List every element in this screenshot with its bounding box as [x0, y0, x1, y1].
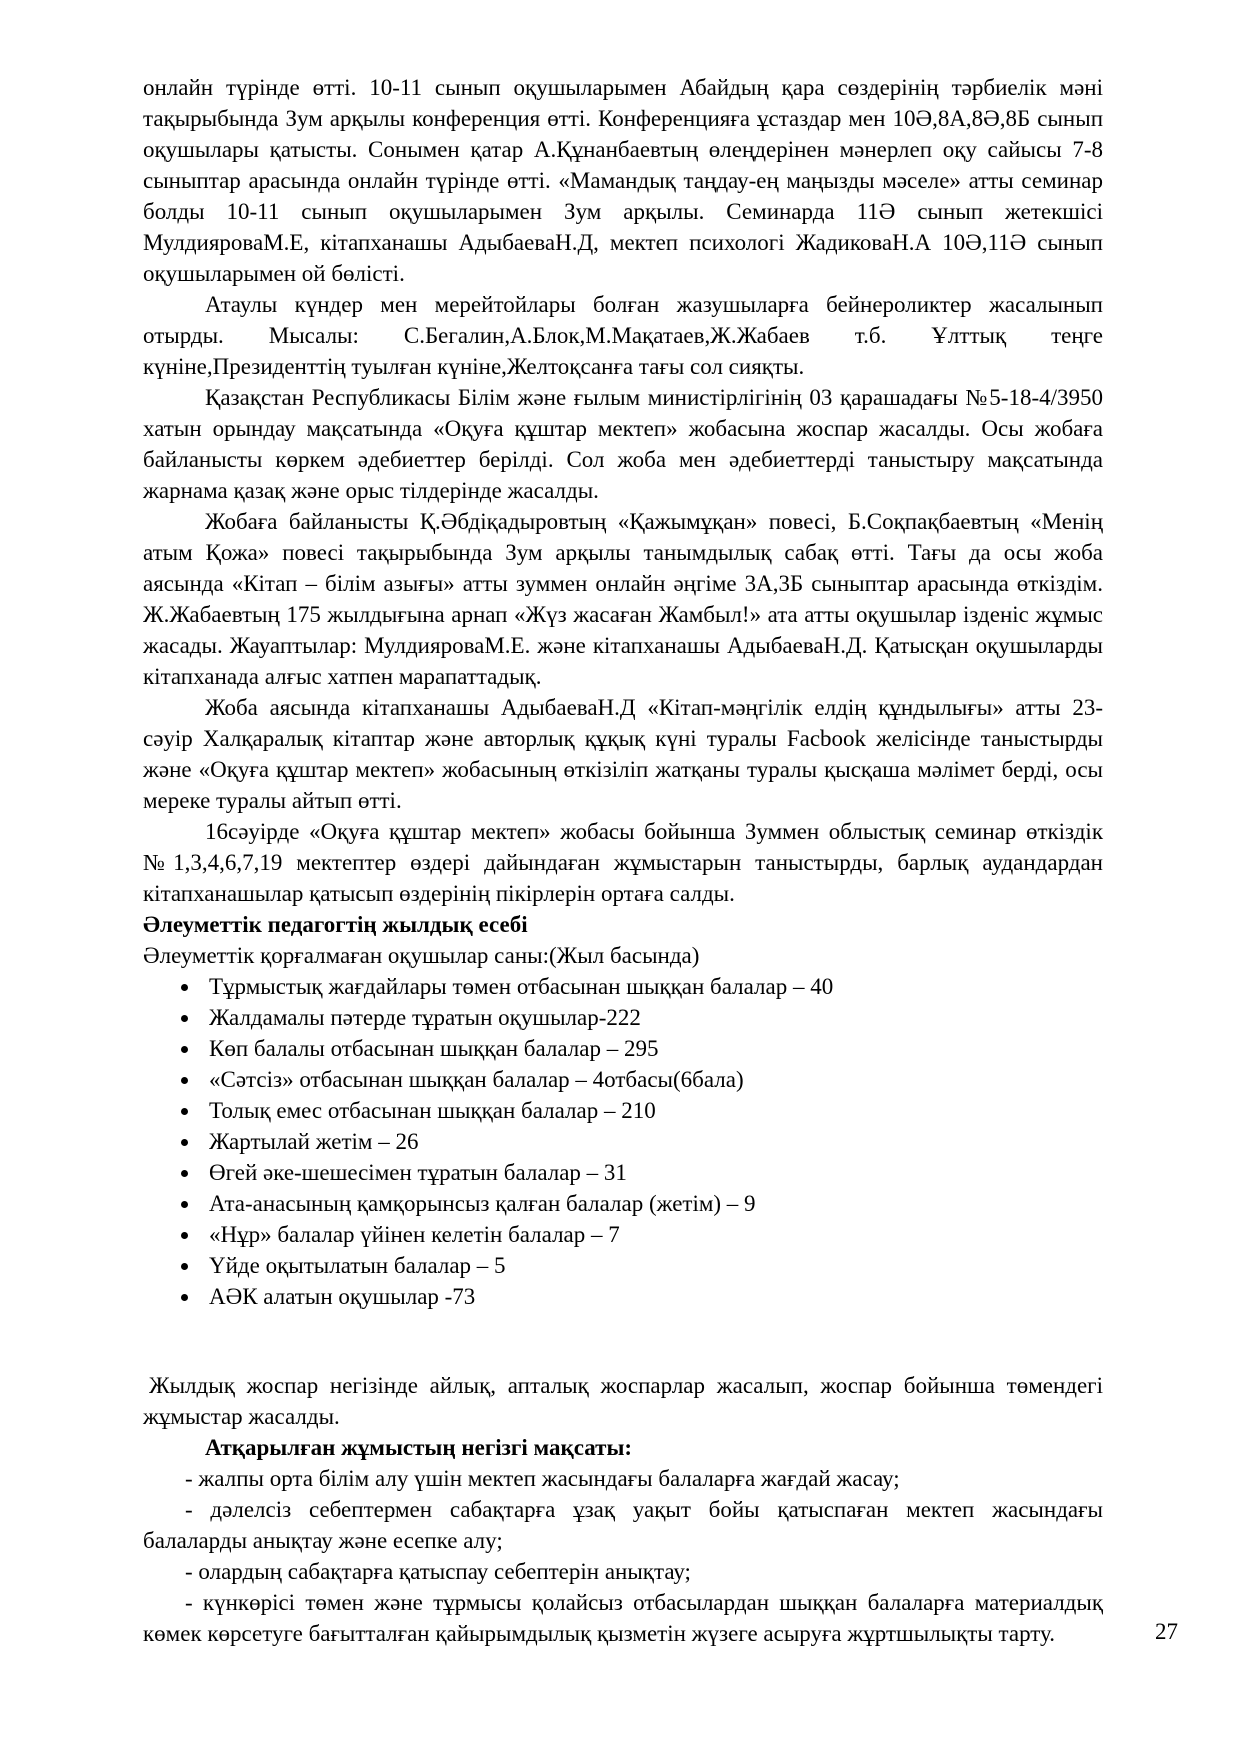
paragraph: Жобаға байланысты Қ.Әбдіқадыровтың «Қажымұқан» повесі, Б.Соқпақбаевтың «Менің атым Қожа» повесі тақырыбында Зум арқылы танымдылық сабақ өтті. Тағы да осы жоба аясында «Кітап – білім азығы» атты зуммен онлайн әңгіме 3А,3Б сыныптар арасында өткіздім. Ж.Жабаевтың 175 жылдығына арнап «Жүз жасаған Жамбыл!» ата атты оқушылар ізденіс жұмыс жасады. Жауаптылар: МулдияроваМ.Е. және кітапханашы АдыбаеваН.Д. Қатысқан оқушыларды кітапханада алғыс хатпен марапаттадық. — [143, 509, 1103, 689]
goal-item: - күнкөрісі төмен және тұрмысы қолайсыз отбасылардан шыққан балаларға материалдық көмек көрсетуге бағытталған қайырымдылық қызметін жүзеге асыруға жұртшылықты тарту. — [143, 1590, 1103, 1646]
page-content — [143, 72, 1103, 1649]
plan-intro: Жылдық жоспар негізінде айлық, апталық жоспарлар жасалып, жоспар бойынша төмендегі жұмыстар жасалды. — [143, 1373, 1103, 1429]
paragraph: онлайн түрінде өтті. 10-11 сынып оқушыларымен Абайдың қара сөздерінің тәрбиелік мәні тақырыбында Зум арқылы конференция өтті. Конференцияға ұстаздар мен 10Ә,8А,8Ә,8Б сынып оқушылары қатысты. Сонымен қатар А.Құнанбаевтың өлеңдерінен мәнерлеп оқу сайысы 7-8 сыныптар арасында онлайн түрінде өтті. «Мамандық таңдау-ең маңызды мәселе» атты семинар болды 10-11 сынып оқушыларымен Зум арқылы. Семинарда 11Ә сынып жетекшісі МулдияроваМ.Е, кітапханашы АдыбаеваН.Д, мектеп психологі ЖадиковаН.А 10Ә,11Ә сынып оқушыларымен ой бөлісті. — [143, 75, 1103, 286]
list-intro: Әлеуметтік қорғалмаған оқушылар саны:(Жыл басында) — [143, 943, 700, 968]
section-heading: Әлеуметтік педагогтің жылдық есебі — [143, 912, 528, 937]
goal-item: - дәлелсіз себептермен сабақтарға ұзақ уақыт бойы қатыспаған мектеп жасындағы балаларды анықтау және есепке алу; — [143, 1497, 1103, 1553]
paragraph: Жоба аясында кітапханашы АдыбаеваН.Д «Кітап-мәңгілік елдің құндылығы» атты 23-сәуір Халқаралық кітаптар және авторлық құқық күні туралы Facbook желісінде таныстырды және «Оқуға құштар мектеп» жобасының өткізіліп жатқаны туралы қысқаша мәлімет берді, осы мереке туралы айтып өтті. — [143, 695, 1103, 813]
goal-item: - олардың сабақтарға қатыспау себептерін анықтау; — [185, 1559, 691, 1584]
list-item: • «Сәтсіз» отбасынан шыққан балалар – 4отбасы(6бала) — [201, 1064, 1103, 1095]
list-item: • «Нұр» балалар үйінен келетін балалар – 7 — [201, 1219, 1103, 1250]
list-item: • АӘК алатын оқушылар -73 — [201, 1281, 1103, 1312]
list-item: • Үйде оқытылатын балалар – 5 — [201, 1250, 1103, 1281]
goal-item: - жалпы орта білім алу үшін мектеп жасындағы балаларға жағдай жасау; — [185, 1466, 900, 1491]
social-category-list — [143, 971, 1103, 1312]
goal-heading: Атқарылған жұмыстың негізгі мақсаты: — [205, 1435, 633, 1460]
paragraph: Қазақстан Республикасы Білім және ғылым министірлігінің 03 қарашадағы №5-18-4/3950 хатын орындау мақсатында «Оқуға құштар мектеп» жобасына жоспар жасалды. Осы жобаға байланысты көркем әдебиеттер берілді. Сол жоба мен әдебиеттерді таныстыру мақсатында жарнама қазақ және орыс тілдерінде жасалды. — [143, 385, 1103, 503]
list-item: • Ата-анасының қамқорынсыз қалған балалар (жетім) – 9 — [201, 1188, 1103, 1219]
paragraph: 16сәуірде «Оқуға құштар мектеп» жобасы бойынша Зуммен облыстық семинар өткіздік №1,3,4,6,7,19 мектептер өздері дайындаған жұмыстарын таныстырды, барлық аудандардан кітапханашылар қатысып өздерінің пікірлерін ортаға салды. — [143, 819, 1103, 906]
page-number: 27 — [1155, 1619, 1178, 1644]
list-item: • Жартылай жетім – 26 — [201, 1126, 1103, 1157]
list-item: • Жалдамалы пәтерде тұратын оқушылар-222 — [201, 1002, 1103, 1033]
paragraph: Атаулы күндер мен мерейтойлары болған жазушыларға бейнероликтер жасалынып отырды. Мысалы: С.Бегалин,А.Блок,М.Мақатаев,Ж.Жабаев т.б. Ұлттық теңге күніне,Президенттің туылған күніне,Желтоқсанға тағы сол сияқты. — [143, 292, 1103, 379]
list-item: • Көп балалы отбасынан шыққан балалар – 295 — [201, 1033, 1103, 1064]
list-item: • Толық емес отбасынан шыққан балалар – 210 — [201, 1095, 1103, 1126]
list-item: • Өгей әке-шешесімен тұратын балалар – 31 — [201, 1157, 1103, 1188]
list-item: • Тұрмыстық жағдайлары төмен отбасынан шыққан балалар – 40 — [201, 971, 1103, 1002]
